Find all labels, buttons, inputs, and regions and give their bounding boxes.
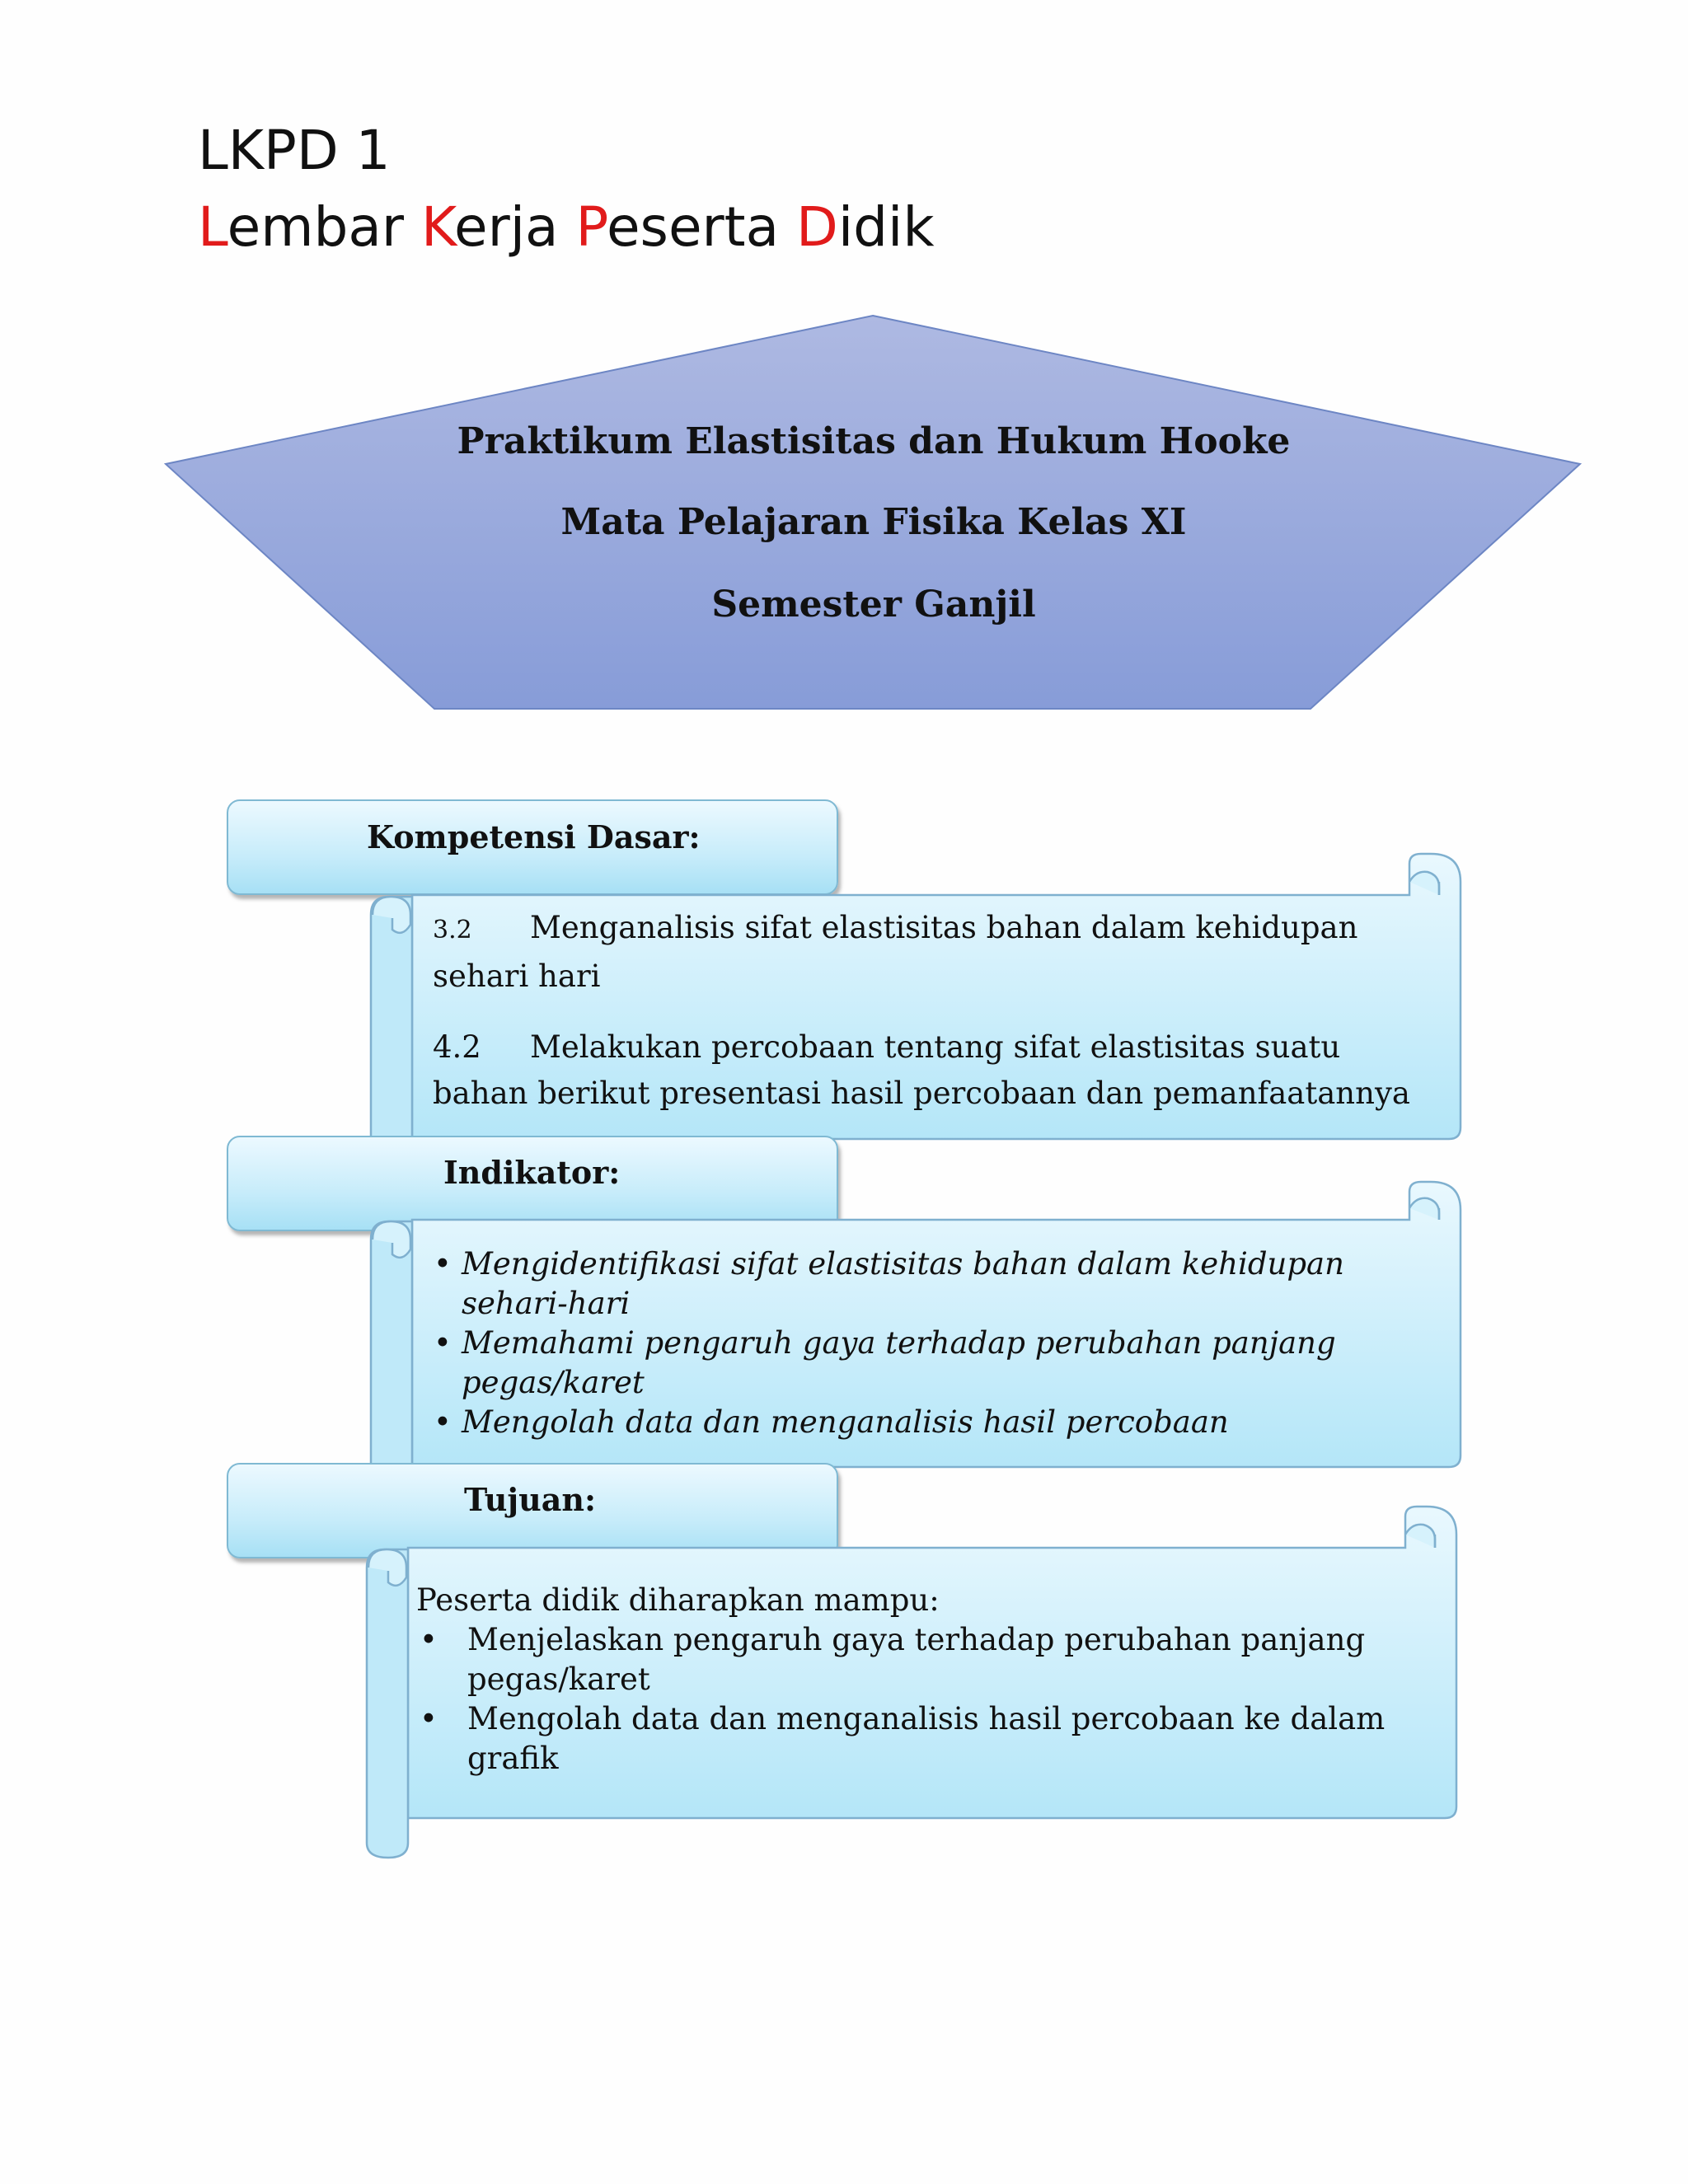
kompetensi-item-text: Melakukan percobaan tentang sifat elastisitas suatu [530, 1029, 1341, 1065]
indikator-item: • Mengidentifikasi sifat elastisitas bahan dalam kehidupan sehari-hari [430, 1244, 1452, 1324]
kompetensi-item-text: bahan berikut presentasi hasil percobaan dan pemanfaatannya [433, 1076, 1410, 1111]
subtitle-word: Peserta [575, 195, 780, 259]
tujuan-label: Tujuan: [464, 1481, 597, 1518]
header-semester: Semester Ganjil [711, 583, 1036, 626]
header-title: Praktikum Elastisitas dan Hukum Hooke [457, 420, 1291, 462]
indikator-item: • Memahami pengaruh gaya terhadap perubahan panjang pegas/karet [430, 1324, 1452, 1403]
kompetensi-item-number: 3.2 [433, 916, 472, 944]
tujuan-item: • Menjelaskan pengaruh gaya terhadap perubahan panjang pegas/karet [416, 1620, 1455, 1699]
tujuan-intro: Peserta didik diharapkan mampu: [416, 1582, 940, 1618]
kompetensi-label: Kompetensi Dasar: [367, 818, 701, 855]
kompetensi-item-text: Menganalisis sifat elastisitas bahan dalam kehidupan [530, 910, 1358, 945]
subtitle-word: Lembar [198, 195, 404, 259]
indikator-label: Indikator: [443, 1154, 621, 1191]
kompetensi-item-number: 4.2 [433, 1029, 481, 1065]
indikator-item: • Mengolah data dan menganalisis hasil percobaan [430, 1403, 1452, 1442]
kompetensi-item [433, 905, 1455, 1000]
header-subject: Mata Pelajaran Fisika Kelas XI [560, 501, 1187, 543]
tujuan-item: • Mengolah data dan menganalisis hasil percobaan ke dalam grafik [416, 1699, 1455, 1779]
subtitle-word: Didik [796, 195, 935, 259]
page-title: LKPD 1 [198, 119, 391, 182]
tujuan-content [416, 1581, 1455, 1779]
page-subtitle [198, 195, 935, 259]
subtitle-word: Kerja [420, 195, 559, 259]
kompetensi-item [433, 1024, 1455, 1117]
kompetensi-item-text: sehari hari [433, 958, 601, 994]
indikator-list [430, 1244, 1452, 1442]
